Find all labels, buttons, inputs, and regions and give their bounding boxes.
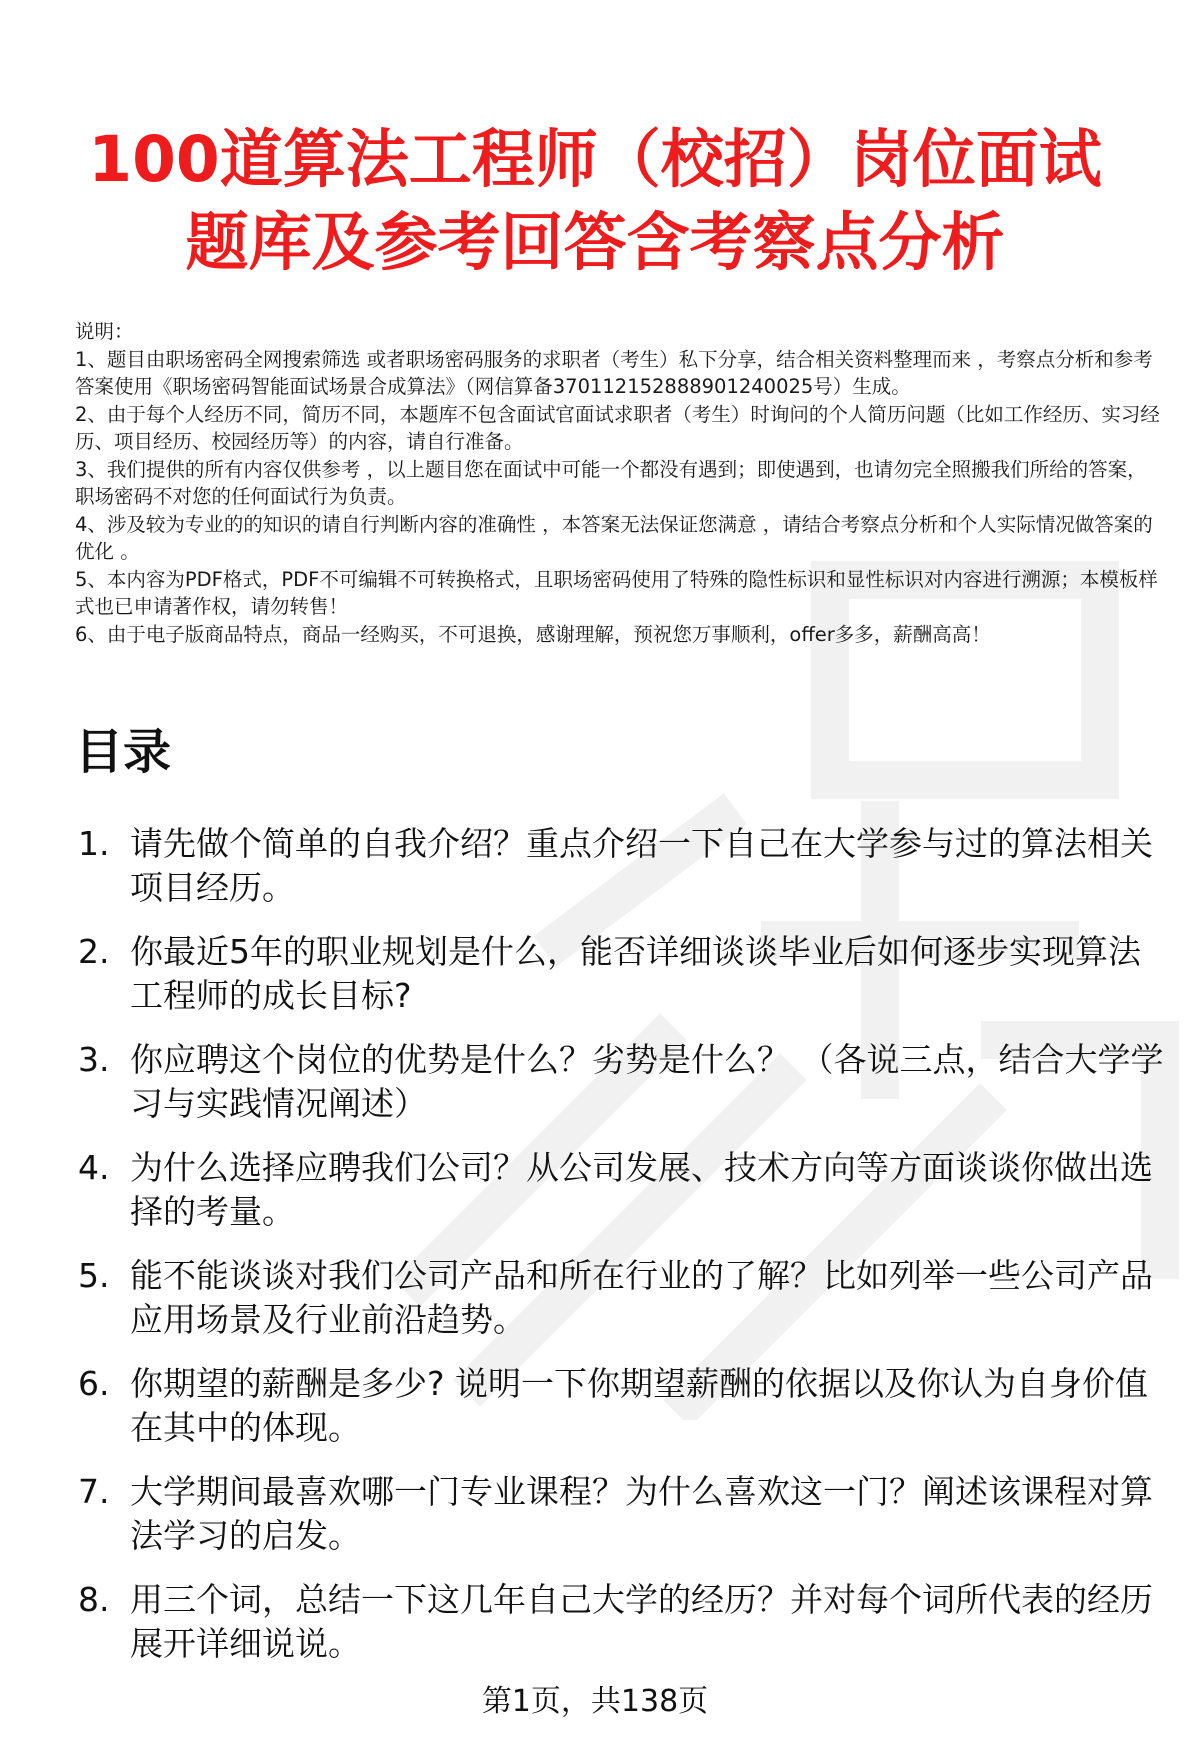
toc-item[interactable] [78, 1254, 1168, 1342]
title-line-1: 100道算法工程师（校招）岗位面试 [88, 123, 1102, 196]
toc-list [78, 822, 1168, 1686]
toc-item-number: 3. [78, 1040, 110, 1079]
toc-item[interactable] [78, 822, 1168, 910]
note-item-5: 5、本内容为PDF格式，PDF不可编辑不可转换格式，且职场密码使用了特殊的隐性标识和显性标识对内容进行溯源；本模板样式也已申请著作权，请勿转售！ [75, 567, 1158, 618]
toc-item-text: 用三个词，总结一下这几年自己大学的经历？并对每个词所代表的经历展开详细说说。 [130, 1580, 1153, 1663]
toc-item-number: 1. [78, 824, 110, 863]
toc-item-number: 5. [78, 1256, 110, 1295]
page-indicator: 第1页，共138页 [481, 1684, 709, 1719]
toc-item[interactable] [78, 1470, 1168, 1558]
note-item-6: 6、由于电子版商品特点，商品一经购买，不可退换，感谢理解，预祝您万事顺利，offer多多，薪酬高高！ [75, 622, 991, 646]
toc-heading: 目录 [75, 724, 172, 780]
toc-item-text: 为什么选择应聘我们公司？从公司发展、技术方向等方面谈谈你做出选择的考量。 [130, 1148, 1153, 1231]
notes-heading: 说明： [75, 320, 134, 343]
toc-item-text: 你期望的薪酬是多少? 说明一下你期望薪酬的依据以及你认为自身价值在其中的体现。 [130, 1364, 1149, 1447]
toc-item-text: 能不能谈谈对我们公司产品和所在行业的了解？比如列举一些公司产品应用场景及行业前沿趋势。 [130, 1256, 1153, 1339]
instructions-notes [75, 318, 1165, 648]
document-title [60, 118, 1130, 284]
toc-item-text: 你应聘这个岗位的优势是什么？劣势是什么？ （各说三点，结合大学学习与实践情况阐述） [130, 1040, 1164, 1123]
note-item-4: 4、涉及较为专业的的知识的请自行判断内容的准确性 ，本答案无法保证您满意 ，请结合考察点分析和个人实际情况做答案的优化 。 [75, 512, 1153, 563]
note-item-1: 1、题目由职场密码全网搜索筛选 或者职场密码服务的求职者（考生）私下分享，结合相关资料整理而来 ，考察点分析和参考答案使用《职场密码智能面试场景合成算法》（网信算备370112152888901240025号）生成。 [75, 347, 1153, 398]
toc-item[interactable] [78, 1578, 1168, 1666]
toc-item-number: 8. [78, 1580, 110, 1619]
toc-item[interactable] [78, 1146, 1168, 1234]
toc-item[interactable] [78, 1362, 1168, 1450]
toc-item[interactable] [78, 930, 1168, 1018]
title-line-2: 题库及参考回答含考察点分析 [185, 206, 1005, 279]
toc-item-number: 7. [78, 1472, 110, 1511]
toc-item-text: 你最近5年的职业规划是什么，能否详细谈谈毕业后如何逐步实现算法工程师的成长目标? [130, 932, 1141, 1015]
note-item-3: 3、我们提供的所有内容仅供参考 ，以上题目您在面试中可能一个都没有遇到；即使遇到，也请勿完全照搬我们所给的答案，职场密码不对您的任何面试行为负责。 [75, 457, 1147, 508]
toc-item-text: 请先做个简单的自我介绍？重点介绍一下自己在大学参与过的算法相关项目经历。 [130, 824, 1153, 907]
toc-item[interactable] [78, 1038, 1168, 1126]
toc-item-number: 2. [78, 932, 110, 971]
note-item-2: 2、由于每个人经历不同，简历不同，本题库不包含面试官面试求职者（考生）时询问的个人简历问题（比如工作经历、实习经历、项目经历、校园经历等）的内容，请自行准备。 [75, 402, 1160, 453]
toc-item-number: 6. [78, 1364, 110, 1403]
toc-item-number: 4. [78, 1148, 110, 1187]
toc-item-text: 大学期间最喜欢哪一门专业课程？为什么喜欢这一门？阐述该课程对算法学习的启发。 [130, 1472, 1153, 1555]
